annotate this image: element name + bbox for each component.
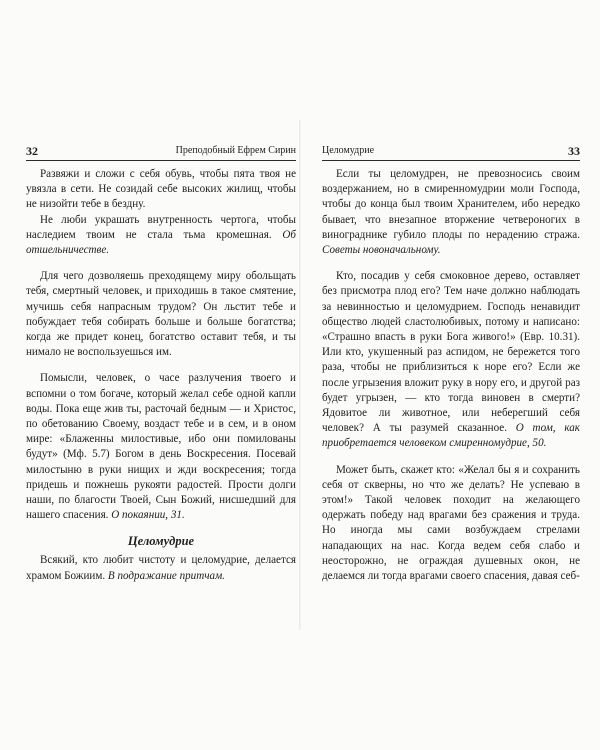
paragraph-source: Об отшельничестве. [26, 228, 296, 257]
paragraph-text: Для чего дозволяешь преходящему миру обольщать тебя, смертный человек, и приходишь в такое смятение, мучишь себя напрасным трудом? Он льстит тебе и побуждает тебя собирать больше и больше богатства; когда же придет конец, богатство оставит тебя, и ты нимало не воспользуешься им. [26, 270, 296, 359]
right-running-title: Целомудрие [322, 145, 375, 156]
left-page-header [26, 142, 296, 161]
left-section-paragraph [26, 553, 296, 583]
paragraph-text: Если ты целомудрен, не превозносись своим воздержанием, но в смиренномудрии моли Господа, чтобы до конца был твоим Хранителем, ибо нередко бывает, что внезапное вторжение четвероногих в винограднике губило плоды по нерадению стража. [322, 168, 580, 241]
paragraph-text: Развяжи и сложи с себя обувь, чтобы пята твоя не увязла в сети. Не созидай себе высоких жилищ, чтобы не низойти тебе в бездну. [26, 168, 296, 211]
left-running-title: Преподобный Ефрем Сирин [175, 145, 296, 156]
right-page-number: 33 [568, 144, 580, 158]
right-page [322, 142, 580, 622]
book-gutter [299, 120, 301, 630]
paragraph-source: В подражание притчам. [107, 569, 225, 582]
left-paragraph-1 [26, 167, 296, 213]
right-page-header [322, 142, 580, 161]
paragraph-text: Помысли, человек, о часе разлучения твоего и вспомни о том богаче, который желал себе одной капли воды. Пока еще жив ты, расточай бедным — и Христос, по обетованию Своему, воздаст тебе и в сем, и в оном мире: «Блаженны милостивые, ибо они помилованы будут» (Мф. 5.7) Богом в день Воскресения. Посевай милостыню в руки нищих и жди воскресения; тогда придешь и пожнешь рукояти радостей. Прости долги наши, по благости Твоей, Сын Божий, нисшедший для нашего спасения. [26, 372, 296, 522]
paragraph-source: О покаянии, 31. [111, 509, 185, 522]
paragraph-source: О том, как приобретается человеком смиренномудрие, 50. [322, 422, 580, 450]
section-heading: Целомудрие [127, 534, 195, 549]
left-paragraph-4 [26, 371, 296, 523]
right-paragraph-2 [322, 269, 580, 451]
paragraph-source: Советы новоначальному. [322, 244, 441, 257]
paragraph-text: Всякий, кто любит чистоту и целомудрие, делается храмом Божиим. [26, 554, 296, 582]
left-paragraph-2 [26, 213, 296, 259]
paragraph-text: Может быть, скажет кто: «Желал бы я и сохранить себя от скверны, но что же делать? Не успеваю в этом!» Такой человек походит на желающего одержать победу над врагами без сражения и труда. Но иногда мы сами возбуждаем стрелами нападающих на нас. Когда ведем себя слабо и неосторожно, не ограждая душевных окон, не делаемся ли тогда врагами своего спасения, давая себ- [322, 463, 580, 583]
left-paragraph-3 [26, 269, 296, 360]
left-page-number: 32 [26, 144, 38, 158]
right-paragraph-1 [322, 167, 580, 258]
paragraph-text: Не люби украшать внутренность чертога, чтобы наследием твоим не стала тьма кромешная. [26, 213, 296, 241]
paragraph-text: Кто, посадив у себя смоковное дерево, оставляет без присмотра плод его? Тем наче должно наблюдать за невинностью и целомудрием. Господь ненавидит общество людей сластолюбивых, потому и написано: «Страшно впасть в руки Бога живого!» (Евр. 10.31). Или кто, укушенный раз аспидом, не бережется того раза, чтобы не приблизиться к норе его? Если же после угрызения вложит руку в нору его, и другой раз будет угрызен, — кто тогда виновен в смерти? Ядовитое ли животное, или неберегший себя человек? А ты разумей сказанное. [322, 270, 580, 435]
left-page [26, 142, 296, 622]
right-paragraph-3 [322, 463, 580, 585]
